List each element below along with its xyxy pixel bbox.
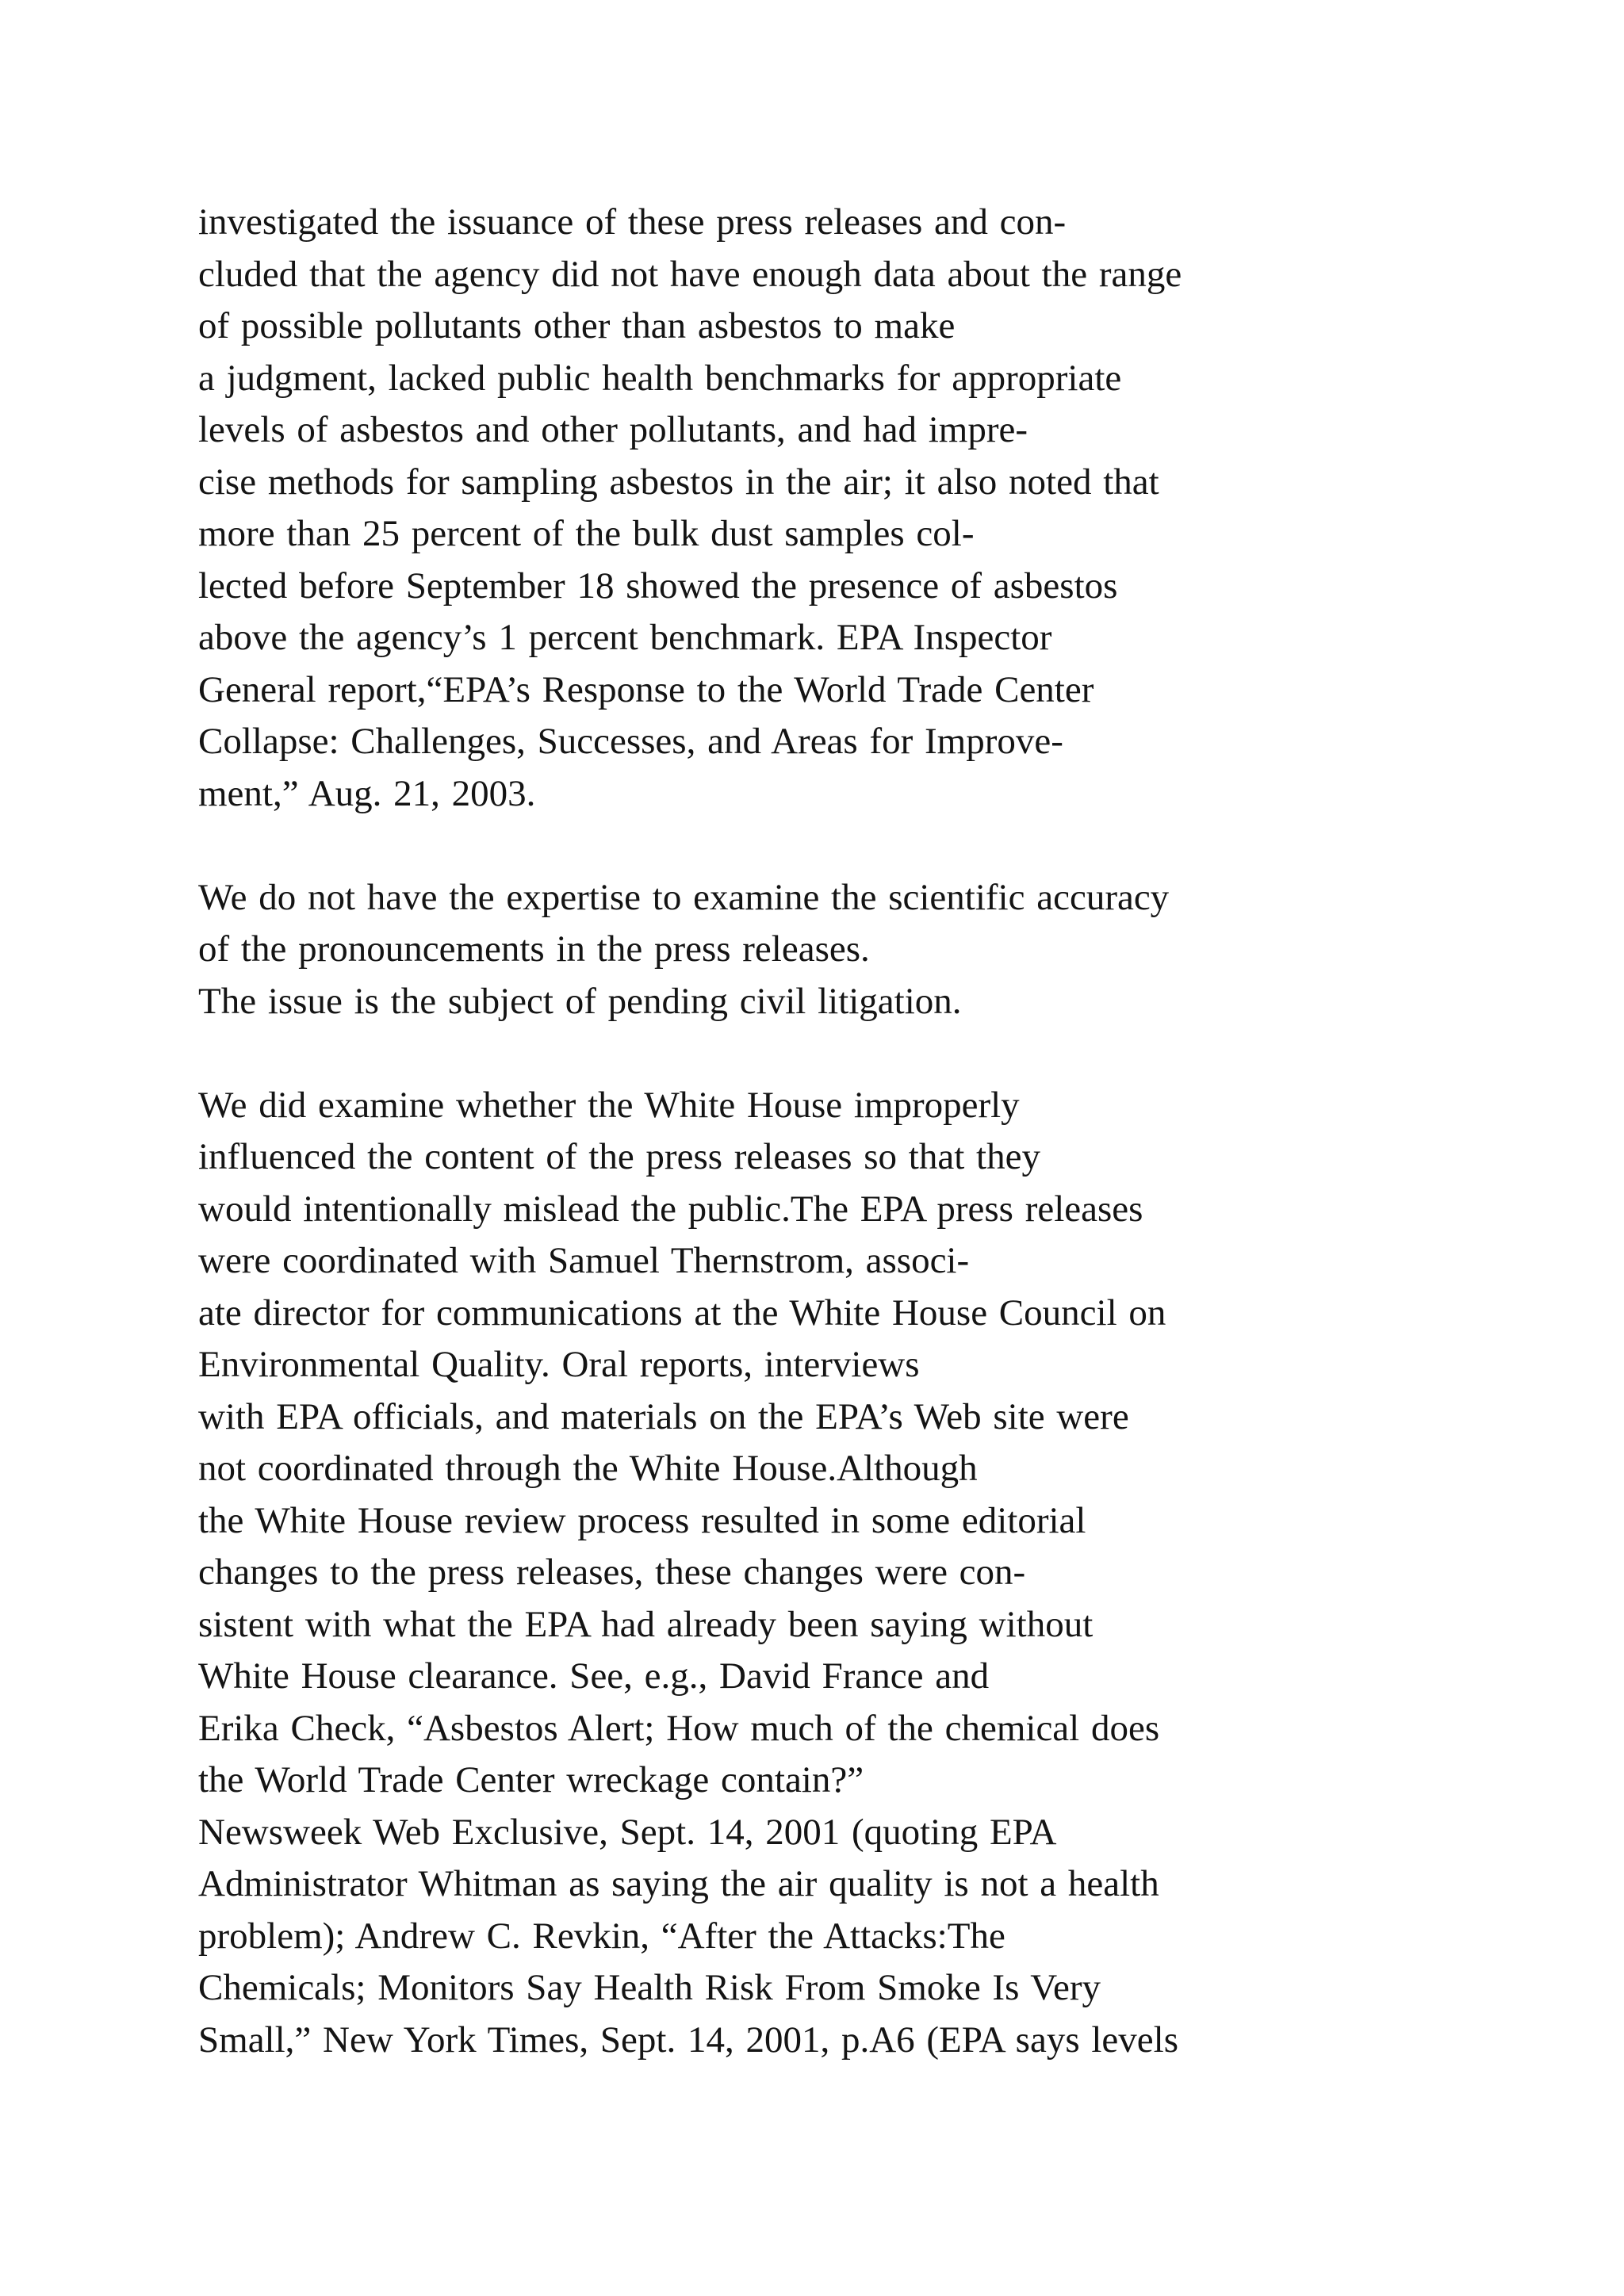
text-line: investigated the issuance of these press releases and con- [198,201,1067,243]
text-line: were coordinated with Samuel Thernstrom, associ- [198,1240,970,1281]
text-line: of possible pollutants other than asbestos to make [198,305,956,346]
text-line: with EPA officials, and materials on the EPA’s Web site were [198,1395,1129,1437]
text-line: lected before September 18 showed the presence of asbestos [198,564,1118,607]
text-line: Administrator Whitman as saying the air quality is not a health [198,1863,1159,1904]
text-line: Erika Check, “Asbestos Alert; How much of the chemical does [198,1707,1160,1749]
text-line: a judgment, lacked public health benchmarks for appropriate [198,357,1122,399]
text-line: Collapse: Challenges, Successes, and Areas for Improve- [198,721,1063,762]
text-line: levels of asbestos and other pollutants, and had impre- [198,409,1028,450]
text-line: ate director for communications at the White House Council on [198,1292,1166,1334]
text-line: White House clearance. See, e.g., David France and [198,1655,990,1697]
text-line: the White House review process resulted in some editorial [198,1499,1086,1541]
paragraph-gap [198,820,1451,872]
text-line: not coordinated through the White House.Although [198,1448,978,1489]
text-line: cluded that the agency did not have enough data about the range [198,253,1182,295]
paragraph-gap [198,1027,1451,1080]
text-line: We do not have the expertise to examine the scientific accuracy [198,876,1170,918]
text-line: of the pronouncements in the press releases. [198,928,870,970]
text-line: more than 25 percent of the bulk dust samples col- [198,513,975,554]
text-line: problem); Andrew C. Revkin, “After the Attacks:The [198,1915,1005,1957]
text-line: ment,” Aug. 21, 2003. [198,772,536,814]
text-line: General report,“EPA’s Response to the World Trade Center [198,668,1094,710]
text-line: above the agency’s 1 percent benchmark. EPA Inspector [198,617,1052,658]
text-line: cise methods for sampling asbestos in the air; it also noted that [198,461,1159,503]
text-line: the World Trade Center wreckage contain?” [198,1759,864,1800]
paragraph-2 [198,872,1451,1028]
text-line: The issue is the subject of pending civil litigation. [198,980,962,1022]
body-text [198,197,1451,2066]
paragraph-3 [198,1080,1451,2067]
text-line: Newsweek Web Exclusive, Sept. 14, 2001 (quoting EPA [198,1811,1057,1853]
text-line: Chemicals; Monitors Say Health Risk From Smoke Is Very [198,1967,1101,2008]
paragraph-1 [198,197,1451,820]
text-line: sistent with what the EPA had already been saying without [198,1603,1094,1645]
text-line: would intentionally mislead the public.The EPA press releases [198,1188,1143,1230]
text-line: Small,” New York Times, Sept. 14, 2001, p.A6 (EPA says levels [198,2019,1179,2061]
text-line: Environmental Quality. Oral reports, interviews [198,1344,920,1385]
text-line: influenced the content of the press releases so that they [198,1136,1040,1177]
text-line: changes to the press releases, these changes were con- [198,1552,1026,1593]
text-line: We did examine whether the White House improperly [198,1084,1020,1126]
